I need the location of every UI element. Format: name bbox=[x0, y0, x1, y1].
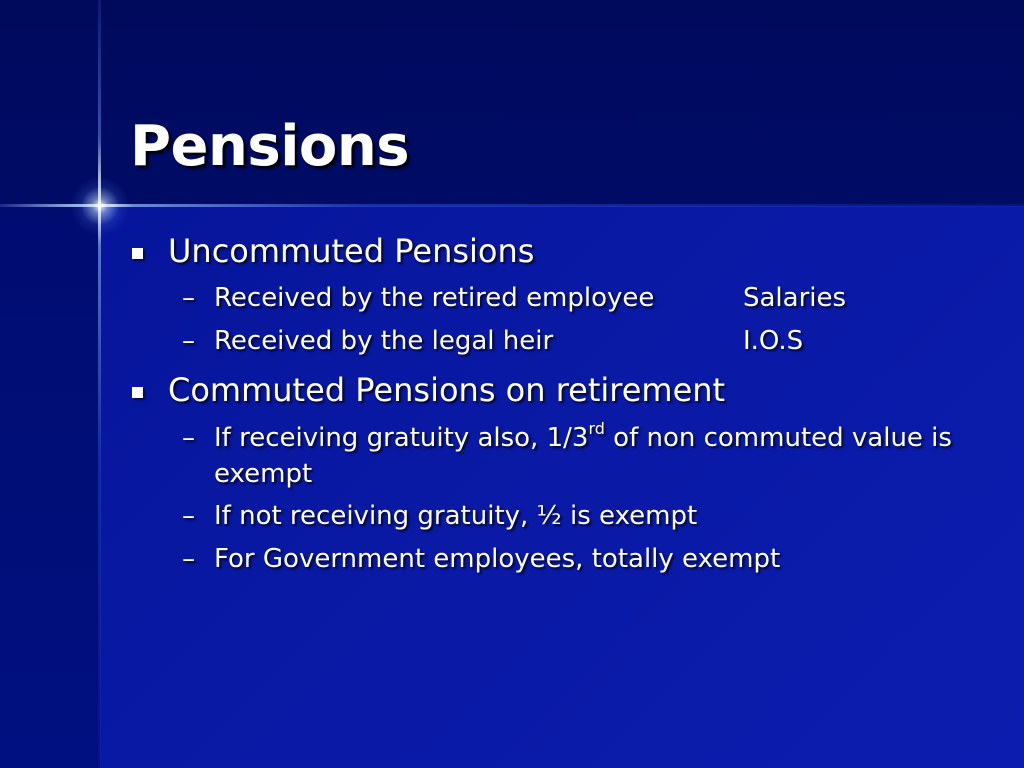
sub-item bbox=[130, 280, 990, 316]
vertical-light-line bbox=[98, 0, 101, 768]
sub-item bbox=[130, 541, 990, 577]
dash-icon: – bbox=[182, 543, 195, 574]
sub-list-commuted bbox=[130, 420, 990, 578]
bullet-text: Uncommuted Pensions bbox=[168, 232, 535, 270]
sub-item-text: Received by the retired employee bbox=[214, 283, 655, 314]
bullet-uncommuted-pensions bbox=[130, 232, 990, 270]
sub-list-uncommuted bbox=[130, 280, 990, 359]
left-band bbox=[0, 206, 100, 768]
square-bullet-icon bbox=[132, 248, 143, 259]
sparkle-icon bbox=[70, 176, 130, 236]
dash-icon: – bbox=[182, 325, 195, 356]
horizontal-light-line bbox=[0, 204, 1024, 207]
sub-item bbox=[130, 420, 990, 493]
sub-item-text-before: If receiving gratuity also, 1/3 bbox=[214, 422, 589, 453]
sub-item-text: If not receiving gratuity, ½ is exempt bbox=[214, 501, 698, 532]
sub-item-text-after: of non commuted value is exempt bbox=[214, 422, 952, 489]
sub-item-text: Received by the legal heir bbox=[214, 325, 554, 356]
sub-item-note: Salaries bbox=[743, 283, 847, 314]
square-bullet-icon bbox=[132, 387, 143, 398]
dash-icon: – bbox=[182, 283, 195, 314]
slide-content bbox=[130, 232, 990, 589]
bullet-commuted-pensions bbox=[130, 371, 990, 409]
sub-item-note: I.O.S bbox=[743, 325, 804, 356]
bullet-text: Commuted Pensions on retirement bbox=[168, 371, 726, 410]
superscript: rd bbox=[588, 418, 605, 438]
slide-title: Pensions bbox=[130, 114, 410, 179]
dash-icon: – bbox=[182, 501, 195, 532]
sub-item-text: For Government employees, totally exempt bbox=[214, 543, 781, 574]
sub-item bbox=[130, 323, 990, 359]
sub-item bbox=[130, 498, 990, 534]
dash-icon: – bbox=[182, 422, 195, 453]
